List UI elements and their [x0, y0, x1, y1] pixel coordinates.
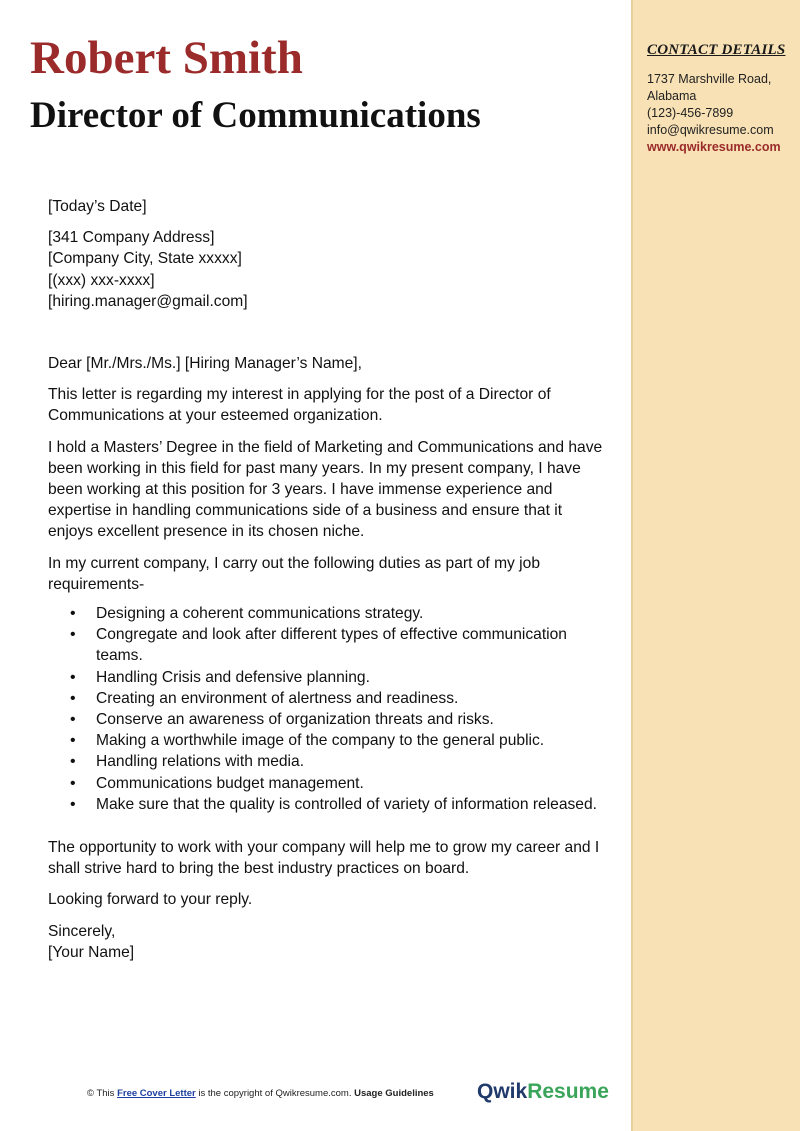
logo-part-qwik: Qwik: [477, 1080, 528, 1103]
contact-details-heading: CONTACT DETAILS: [647, 42, 786, 58]
contact-email[interactable]: info@qwikresume.com: [647, 123, 774, 137]
letter-date: [Today’s Date]: [48, 198, 147, 215]
job-title: Director of Communications: [30, 95, 481, 136]
signature: [Your Name]: [48, 943, 135, 961]
closing: Sincerely,: [48, 922, 116, 940]
paragraph-intro: This letter is regarding my interest in applying for the post of a Director of Communications at your esteemed organization.: [48, 386, 551, 425]
list-item: • Congregate and look after different types of effective communication teams.: [96, 624, 608, 666]
list-item: • Communications budget management.: [96, 773, 608, 794]
paragraph-duties-intro: In my current company, I carry out the following duties as part of my job requirements-: [48, 554, 540, 593]
recipient-email: [hiring.manager@gmail.com]: [48, 292, 248, 310]
recipient-phone: [(xxx) xxx-xxxx]: [48, 271, 155, 289]
paragraph-opportunity: The opportunity to work with your company will help me to grow my career and I shall strive hard to bring the best industry practices on board.: [48, 839, 600, 878]
list-item: • Make sure that the quality is controlled of variety of information released.: [96, 794, 608, 815]
list-item: • Designing a coherent communications strategy.: [96, 603, 608, 624]
contact-details: [647, 71, 781, 156]
list-item: • Handling relations with media.: [96, 751, 608, 772]
free-cover-letter-link[interactable]: Free Cover Letter: [117, 1088, 196, 1099]
logo-part-resume: Resume: [527, 1080, 609, 1103]
qwikresume-logo[interactable]: [477, 1080, 609, 1104]
list-item: • Making a worthwhile image of the company to the general public.: [96, 730, 608, 751]
contact-sidebar: [631, 0, 800, 1131]
list-item: • Creating an environment of alertness and readiness.: [96, 688, 608, 709]
contact-website[interactable]: www.qwikresume.com: [647, 140, 781, 154]
list-item: • Conserve an awareness of organization threats and risks.: [96, 709, 608, 730]
recipient-address: [341 Company Address]: [48, 229, 215, 247]
paragraph-closing-line: Looking forward to your reply.: [48, 891, 253, 909]
letter-body: [48, 196, 608, 963]
contact-phone: (123)-456-7899: [647, 106, 734, 120]
sidebar-divider: [631, 0, 633, 1131]
paragraph-experience: I hold a Masters’ Degree in the field of Marketing and Communications and have been working in this field for past many years. In my present company, I have been working at this position for 3 years. I have immense experience and expertise in handling communications side of a business and ensure that it enjoys excellent presence in its chosen niche.: [48, 438, 603, 541]
usage-guidelines-link[interactable]: Usage Guidelines: [354, 1088, 434, 1099]
footer-prefix: This: [94, 1088, 118, 1099]
footer-copyright: [87, 1088, 434, 1099]
candidate-name: Robert Smith: [30, 32, 303, 84]
salutation: Dear [Mr./Mrs./Ms.] [Hiring Manager’s Name],: [48, 355, 362, 373]
list-item: • Handling Crisis and defensive planning.: [96, 667, 608, 688]
recipient-city: [Company City, State xxxxx]: [48, 250, 242, 268]
contact-address-line2: Alabama: [647, 89, 697, 103]
copyright-icon: ©: [87, 1088, 94, 1099]
footer-middle: is the copyright of Qwikresume.com.: [195, 1088, 355, 1099]
duties-list: [48, 603, 608, 815]
contact-address-line1: 1737 Marshville Road,: [647, 72, 772, 86]
